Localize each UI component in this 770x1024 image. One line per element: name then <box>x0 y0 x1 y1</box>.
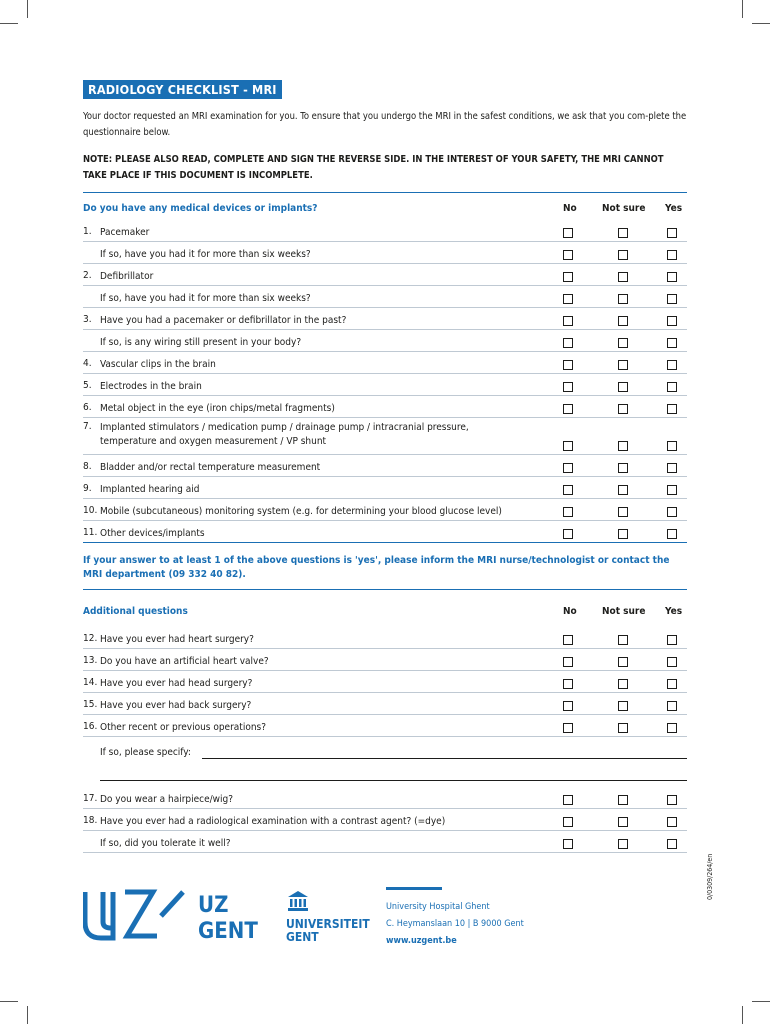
uz-gent-logo-text: UZ GENT <box>198 893 258 944</box>
checkbox-not-sure[interactable] <box>618 338 628 348</box>
checkbox-yes[interactable] <box>667 635 677 645</box>
checkbox-no[interactable] <box>563 657 573 667</box>
question-row <box>83 395 687 418</box>
address-website-link[interactable]: www.uzgent.be <box>386 936 457 946</box>
question-row <box>83 670 687 693</box>
specify-label: If so, please specify: <box>100 747 191 758</box>
question-number: 16. <box>83 721 98 732</box>
checkbox-yes[interactable] <box>667 316 677 326</box>
question-text: Have you ever had back surgery? <box>100 700 252 711</box>
checkbox-no[interactable] <box>563 228 573 238</box>
address-street: C. Heymanslaan 10 | B 9000 Gent <box>386 919 524 929</box>
question-text: Implanted hearing aid <box>100 484 200 495</box>
note-text: NOTE: PLEASE ALSO READ, COMPLETE AND SIGN THE REVERSE SIDE. IN THE INTEREST OF YOUR SAFETY, THE MRI CANNOT TAKE PLACE IF THIS DOCUMENT IS INCOMPLETE. <box>83 154 664 181</box>
question-text: Metal object in the eye (iron chips/metal fragments) <box>100 403 335 414</box>
question-row <box>83 307 687 330</box>
checkbox-not-sure[interactable] <box>618 701 628 711</box>
question-row <box>83 626 687 649</box>
uz-gent-logo-icon <box>83 888 193 943</box>
question-number: 14. <box>83 677 98 688</box>
checkbox-no[interactable] <box>563 272 573 282</box>
checkbox-yes[interactable] <box>667 250 677 260</box>
checkbox-yes[interactable] <box>667 701 677 711</box>
question-row <box>83 454 687 477</box>
checkbox-not-sure[interactable] <box>618 404 628 414</box>
question-number: 13. <box>83 655 98 666</box>
checkbox-no[interactable] <box>563 839 573 849</box>
question-number: 11. <box>83 527 98 538</box>
question-text: If so, did you tolerate it well? <box>100 838 231 849</box>
question-row <box>83 263 687 286</box>
checkbox-not-sure[interactable] <box>618 228 628 238</box>
intro-text: Your doctor requested an MRI examination for you. To ensure that you undergo the MRI in the safest conditions, we ask that you com-plete the questionnaire below. <box>83 111 687 138</box>
question-text: Have you ever had heart surgery? <box>100 634 254 645</box>
checkbox-yes[interactable] <box>667 338 677 348</box>
question-text: Electrodes in the brain <box>100 381 202 392</box>
checkbox-yes[interactable] <box>667 507 677 517</box>
checkbox-yes[interactable] <box>667 657 677 667</box>
checkbox-no[interactable] <box>563 529 573 539</box>
question-text: Have you ever had a radiological examination with a contrast agent? (=dye) <box>100 816 446 827</box>
checkbox-not-sure[interactable] <box>618 839 628 849</box>
question-row <box>83 373 687 396</box>
question-text: Defibrillator <box>100 271 154 282</box>
question-text: Other devices/implants <box>100 528 205 539</box>
checkbox-not-sure[interactable] <box>618 723 628 733</box>
question-row <box>83 219 687 242</box>
checkbox-no[interactable] <box>563 701 573 711</box>
question-text: If so, is any wiring still present in your body? <box>100 337 302 348</box>
checkbox-yes[interactable] <box>667 723 677 733</box>
question-number: 2. <box>83 270 92 281</box>
divider <box>83 542 687 543</box>
checkbox-not-sure[interactable] <box>618 441 628 451</box>
checkbox-not-sure[interactable] <box>618 463 628 473</box>
question-row <box>83 285 687 308</box>
question-number: 10. <box>83 505 98 516</box>
column-header-no: No <box>563 203 577 214</box>
checkbox-no[interactable] <box>563 485 573 495</box>
column-header-yes: Yes <box>665 606 683 617</box>
checkbox-not-sure[interactable] <box>618 360 628 370</box>
question-row <box>83 417 687 455</box>
checkbox-not-sure[interactable] <box>618 316 628 326</box>
checkbox-not-sure[interactable] <box>618 294 628 304</box>
section-heading-devices: Do you have any medical devices or implants? <box>83 203 318 214</box>
question-text: Have you ever had head surgery? <box>100 678 253 689</box>
question-text: Bladder and/or rectal temperature measurement <box>100 462 321 473</box>
document-code: 0/0309/264/en <box>706 853 714 900</box>
checkbox-no[interactable] <box>563 360 573 370</box>
checkbox-no[interactable] <box>563 250 573 260</box>
question-row <box>83 241 687 264</box>
checkbox-yes[interactable] <box>667 795 677 805</box>
question-number: 7. <box>83 421 92 432</box>
question-number: 12. <box>83 633 98 644</box>
universiteit-gent-logo-text: UNIVERSITEIT GENT <box>286 917 370 944</box>
question-text: Mobile (subcutaneous) monitoring system (e.g. for determining your blood glucose level) <box>100 506 502 517</box>
checkbox-no[interactable] <box>563 723 573 733</box>
checkbox-no[interactable] <box>563 404 573 414</box>
checkbox-not-sure[interactable] <box>618 507 628 517</box>
checkbox-yes[interactable] <box>667 360 677 370</box>
column-header-not-sure: Not sure <box>602 606 646 617</box>
column-header-not-sure: Not sure <box>602 203 646 214</box>
checkbox-no[interactable] <box>563 338 573 348</box>
question-row <box>83 329 687 352</box>
specify-input-line[interactable] <box>202 758 687 759</box>
checkbox-not-sure[interactable] <box>618 382 628 392</box>
question-row <box>83 648 687 671</box>
question-text: Other recent or previous operations? <box>100 722 266 733</box>
crop-mark <box>0 1001 18 1002</box>
question-number: 9. <box>83 483 92 494</box>
checkbox-no[interactable] <box>563 463 573 473</box>
divider <box>83 192 687 193</box>
checkbox-not-sure[interactable] <box>618 250 628 260</box>
crop-mark <box>752 23 770 24</box>
checkbox-not-sure[interactable] <box>618 795 628 805</box>
column-header-no: No <box>563 606 577 617</box>
question-number: 6. <box>83 402 92 413</box>
checkbox-not-sure[interactable] <box>618 485 628 495</box>
university-building-icon <box>286 890 310 912</box>
question-text: If so, have you had it for more than six weeks? <box>100 293 311 304</box>
question-row <box>83 498 687 521</box>
checkbox-no[interactable] <box>563 382 573 392</box>
checkbox-not-sure[interactable] <box>618 817 628 827</box>
checkbox-not-sure[interactable] <box>618 657 628 667</box>
checkbox-not-sure[interactable] <box>618 635 628 645</box>
question-number: 8. <box>83 461 92 472</box>
checkbox-yes[interactable] <box>667 839 677 849</box>
question-number: 17. <box>83 793 98 804</box>
question-row <box>83 520 687 543</box>
checkbox-yes[interactable] <box>667 485 677 495</box>
question-text: Do you wear a hairpiece/wig? <box>100 794 234 805</box>
checkbox-no[interactable] <box>563 316 573 326</box>
checkbox-yes[interactable] <box>667 679 677 689</box>
column-header-yes: Yes <box>665 203 683 214</box>
checkbox-no[interactable] <box>563 294 573 304</box>
checkbox-yes[interactable] <box>667 272 677 282</box>
crop-mark <box>742 0 743 18</box>
checkbox-yes[interactable] <box>667 382 677 392</box>
checkbox-yes[interactable] <box>667 529 677 539</box>
question-row <box>83 476 687 499</box>
question-number: 3. <box>83 314 92 325</box>
checkbox-yes[interactable] <box>667 441 677 451</box>
question-row <box>83 351 687 374</box>
checkbox-not-sure[interactable] <box>618 529 628 539</box>
question-text: Implanted stimulators / medication pump / drainage pump / intracranial pressure, temperature and oxygen measurement / VP shunt <box>100 422 469 447</box>
question-row <box>83 808 687 831</box>
divider <box>83 589 687 590</box>
checkbox-not-sure[interactable] <box>618 679 628 689</box>
question-row <box>83 692 687 715</box>
question-text: Have you had a pacemaker or defibrillator in the past? <box>100 315 347 326</box>
question-row <box>83 786 687 809</box>
checkbox-yes[interactable] <box>667 817 677 827</box>
checkbox-not-sure[interactable] <box>618 272 628 282</box>
footer-accent-line <box>386 887 442 890</box>
checkbox-yes[interactable] <box>667 228 677 238</box>
question-text: Pacemaker <box>100 227 150 238</box>
page-title: RADIOLOGY CHECKLIST - MRI <box>83 80 282 99</box>
address-name: University Hospital Ghent <box>386 902 490 912</box>
question-number: 4. <box>83 358 92 369</box>
crop-mark <box>742 1006 743 1024</box>
checkbox-yes[interactable] <box>667 404 677 414</box>
checkbox-no[interactable] <box>563 679 573 689</box>
crop-mark <box>0 23 18 24</box>
question-number: 1. <box>83 226 92 237</box>
checkbox-no[interactable] <box>563 795 573 805</box>
crop-mark <box>27 0 28 18</box>
alert-text: If your answer to at least 1 of the above questions is 'yes', please inform the MRI nurse/technologist or contact the MRI department (09 332 40 82). <box>83 555 670 580</box>
question-row <box>83 830 687 853</box>
checkbox-yes[interactable] <box>667 463 677 473</box>
checkbox-no[interactable] <box>563 507 573 517</box>
question-number: 15. <box>83 699 98 710</box>
specify-input-line[interactable] <box>100 780 687 781</box>
question-row <box>83 714 687 737</box>
section-heading-additional: Additional questions <box>83 606 188 617</box>
checkbox-yes[interactable] <box>667 294 677 304</box>
checkbox-no[interactable] <box>563 817 573 827</box>
question-number: 5. <box>83 380 92 391</box>
checkbox-no[interactable] <box>563 441 573 451</box>
crop-mark <box>27 1006 28 1024</box>
question-text: Do you have an artificial heart valve? <box>100 656 269 667</box>
question-text: If so, have you had it for more than six weeks? <box>100 249 311 260</box>
crop-mark <box>752 1001 770 1002</box>
question-number: 18. <box>83 815 98 826</box>
question-text: Vascular clips in the brain <box>100 359 216 370</box>
checkbox-no[interactable] <box>563 635 573 645</box>
